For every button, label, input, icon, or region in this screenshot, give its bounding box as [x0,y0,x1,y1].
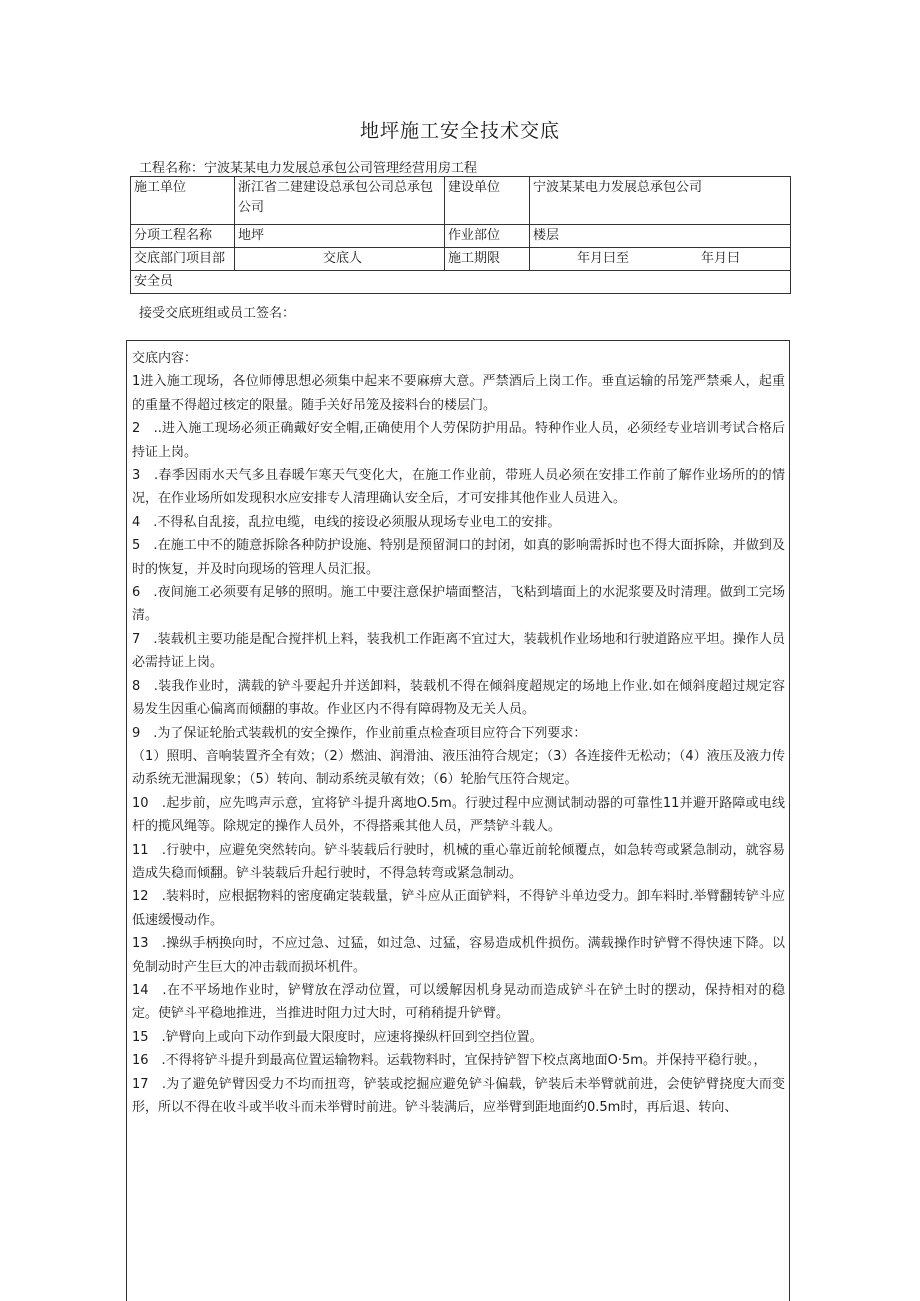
construction-unit-label: 施工单位 [131,177,235,225]
table-row [131,248,791,271]
sub-project-label: 分项工程名称 [131,225,235,248]
briefer-label: 交底人 [235,248,445,271]
owner-unit-value: 宁波某某电力发展总承包公司 [530,177,791,225]
content-paragraph: 2 ..进入施工现场必须正确戴好安全帽,正确使用个人劳保防护用品。特种作业人员，必须经专业培训考试合格后持证上岗。 [132,421,785,460]
period-end: 年月曰 [701,251,741,266]
table-row [131,225,791,248]
period-value [530,248,791,271]
content-paragraph: 17 .为了避免铲臂因受力不均而扭弯，铲装或挖掘应避免铲斗偏载，铲装后未举臂就前进，会使铲臂挠度大而变形，所以不得在收斗或半收斗而未举臂时前进。铲斗装满后，应举臂到距地面约0.5m时，再后退、转向、 [132,1076,785,1115]
content-paragraph: 5 .在施工中不的随意拆除各种防护设施、特别是预留洞口的封闭，如真的影响需拆时也不得大面拆除，并做到及时的恢复，并及时向现场的管理人员汇报。 [132,538,785,577]
owner-unit-label: 建设单位 [445,177,530,225]
content-paragraph: 6 .夜间施工必须要有足够的照明。施工中要注意保护墙面整洁，飞粘到墙面上的水泥浆要及时清理。做到工完场清。 [132,585,785,624]
content-paragraph: 14 .在不平场地作业时，铲臂放在浮动位置，可以缓解因机身晃动而造成铲斗在铲土时的摆动，保持相对的稳定。使铲斗平稳地推进，当推进时阻力过大时，可稍稍提升铲臂。 [132,982,785,1022]
content-paragraph: 9 .为了保证轮胎式装载机的安全操作，作业前重点检查项目应符合下列要求： [132,725,587,741]
briefing-content-box [126,340,790,1301]
info-table [130,176,791,294]
safety-officer-label: 安全员 [131,271,791,294]
department-label: 交底部门项目部 [131,248,235,271]
content-paragraph: 10 .起步前，应先鸣声示意，宜将铲斗提升离地O.5m。行驶过程中应测试制动器的可靠性11并避开路障或电线杆的揽风绳等。除规定的操作人员外，不得搭乘其他人员，严禁铲斗载人。 [132,795,785,835]
content-paragraph: 1进入施工现场，各位师傅思想必须集中起来不要麻痹大意。严禁酒后上岗工作。垂直运输的吊笼严禁乘人，起重的重量不得超过核定的限量。随手关好吊笼及接料台的楼层门。 [132,374,785,413]
content-paragraphs [132,370,785,1119]
table-row [131,177,791,225]
construction-unit-value: 浙江省二建建设总承包公司总承包公司 [235,177,445,225]
content-paragraph: 11 .行驶中，应避免突然转向。铲斗装载后行驶时，机械的重心靠近前轮倾覆点，如急转弯或紧急制动，就容易造成失稳而倾翻。铲斗装载后升起行驶时，不得急转弯或紧急制动。 [132,842,785,881]
content-paragraph: 13 .操纵手柄换向时，不应过急、过猛，如过急、过猛，容易造成机件损伤。满载操作时铲臂不得快速下降。以免制动时产生巨大的冲击载而损坏机件。 [132,936,785,975]
period-label: 施工期限 [445,248,530,271]
content-paragraph: 7 .装载机主要功能是配合搅拌机上料，装我机工作距离不宜过大，装载机作业场地和行驶道路应平坦。操作人员必需持证上岗。 [132,631,785,671]
content-paragraph: 3 .春季因雨水天气多且春暖乍寒天气变化大，在施工作业前，带班人员必须在安排工作前了解作业场所的的情况，在作业场所如发现积水应安排专人清理确认安全后，才可安排其他作业人员进入。 [132,468,785,507]
content-paragraph: 4 .不得私自乱接，乱拉电缆，电线的接设必须服从现场专业电工的安排。 [132,514,561,530]
content-heading: 交底内容： [132,351,198,366]
content-paragraph: （1）照明、音响装置齐全有效；（2）燃油、润滑油、液压油符合规定；（3）各连接件无松动；（4）液压及液力传动系统无泄漏现象；（5）转向、制动系统灵敏有效；（6）轮胎气压符合规定。 [132,748,785,788]
content-paragraph: 16 .不得将铲斗提升到最高位置运输物料。运载物料时，宜保持铲智下校点离地面O·5m。并保持平稳行驶。， [132,1053,767,1069]
sub-project-value: 地坪 [235,225,445,248]
table-row [131,271,791,294]
content-paragraph: 8 .装我作业时，满载的铲斗要起升并送卸料，装载机不得在倾斜度超规定的场地上作业.如在倾斜度超过规定容易发生因重心偏离而倾翻的事故。作业区内不得有障碍物及无关人员。 [132,678,785,718]
work-location-value: 楼层 [530,225,791,248]
period-start: 年月曰至 [577,251,630,266]
signature-line: 接受交底班组或员工签名： [139,306,296,321]
work-location-label: 作业部位 [445,225,530,248]
content-paragraph: 15 .铲臂向上或向下动作到最大限度时，应速将操纵杆回到空挡位置。 [132,1029,543,1045]
page-title: 地坪施工安全技术交底 [359,120,560,142]
content-paragraph: 12 .装料时，应根据物料的密度确定装载量，铲斗应从正面铲料，不得铲斗单边受力。卸车料时.举臂翻转铲斗应低速缓慢动作。 [132,889,785,928]
project-name-line: 工程名称：宁波某某电力发展总承包公司管理经营用房工程 [139,161,478,176]
